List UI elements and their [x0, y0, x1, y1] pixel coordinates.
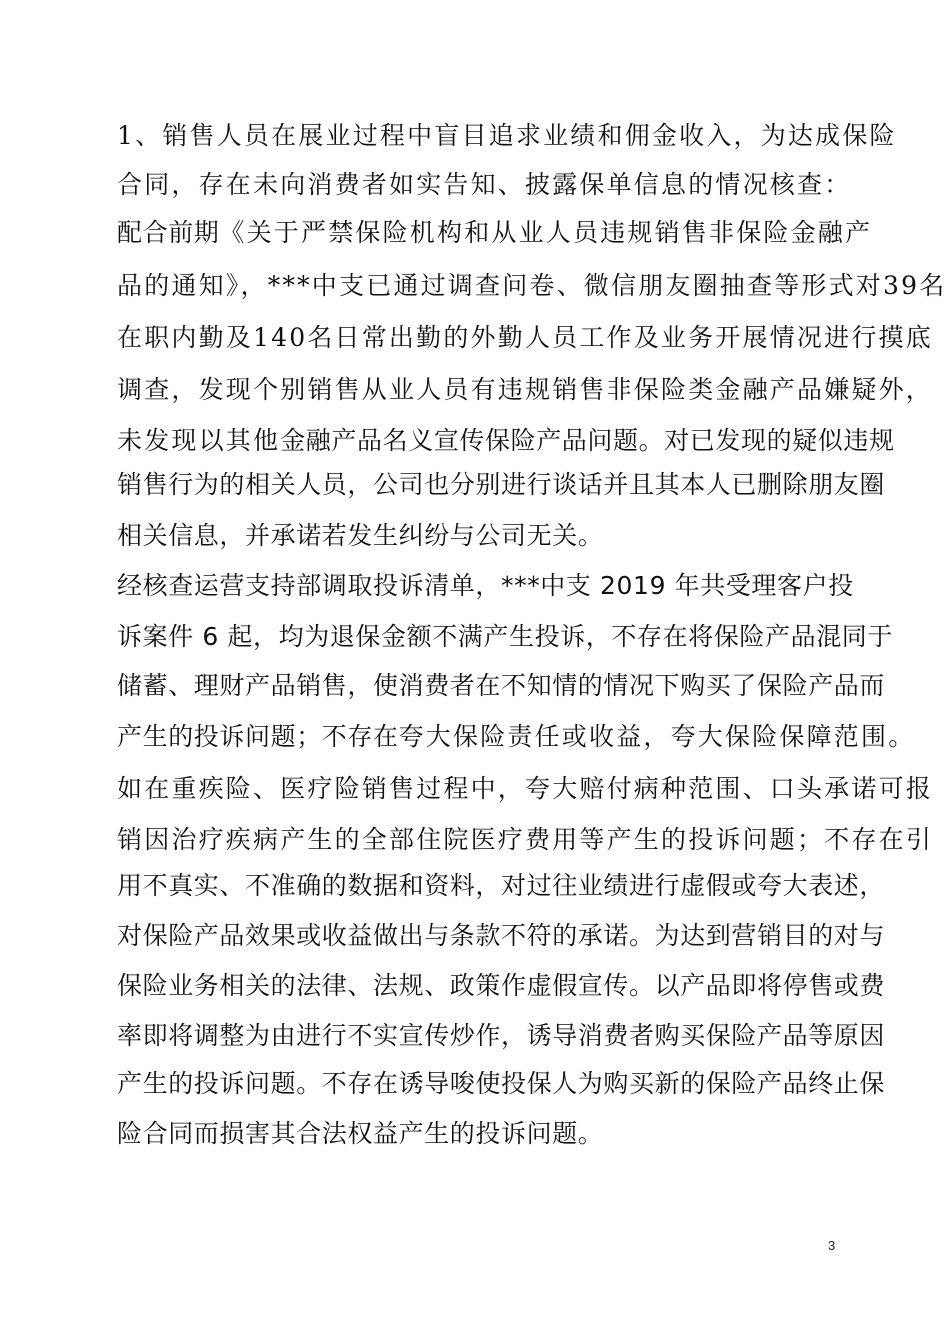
- text-segment: 销售行为的相关人员，公司也分别进行谈话并且其本人已删除朋友圈: [117, 470, 886, 499]
- text-segment: 储蓄、理财产品销售，使消费者在不知情的情况下购买了保险产品而: [117, 671, 886, 700]
- text-segment: 保险业务相关的法律、法规、政策作虚假宣传。以产品即将停售或费: [117, 971, 886, 1000]
- text-segment: 夸大保险责任或收益，夸大保险保障范围。: [398, 722, 916, 751]
- text-line: [117, 1018, 885, 1054]
- text-segment: 诉案件 6 起，均为退保金额不满产生投诉，不存在将保险产品混同于: [117, 622, 894, 651]
- text-line: [117, 568, 854, 604]
- text-segment: 未发现以其他: [117, 426, 281, 455]
- text-segment: 产生的投诉问题；不存在: [117, 722, 399, 751]
- text-segment: 《关于严禁保险机构和从业人员违规销售非保险金融产: [219, 218, 873, 247]
- text-segment: 1、销售人员在展业过程中盲目追求业绩和佣金收入，为达成保险: [117, 121, 897, 150]
- text-segment: 引: [905, 825, 932, 854]
- text-line: [117, 668, 885, 704]
- text-segment: 用不真实、不准确的数据和资料，对过往业绩进行虚假或夸大表述，: [117, 871, 886, 900]
- text-segment: 合同，存在未向消费者如实告知、披露保单信息的情况核查：: [117, 170, 852, 199]
- text-line: [117, 719, 915, 755]
- text-line: [117, 118, 897, 154]
- text-line: [117, 167, 851, 203]
- text-segment: 如在重疾险、医疗险销售过程中，夸大赔付病种范围、口头承诺可报: [117, 774, 934, 803]
- text-segment: 品的通知》，***中支已通过调查问卷、微信朋友圈抽查等形式对39名: [117, 271, 947, 300]
- text-line: [117, 968, 885, 1004]
- text-segment: 金融产品名义宣传保险产品问题。对已发现的疑似违规: [280, 426, 895, 455]
- text-line: [117, 467, 885, 503]
- text-segment: 配合前期: [117, 218, 220, 247]
- text-line: [117, 868, 885, 904]
- text-segment: 率即将调整为由进行不实宣传炒作，诱导消费者购买保险产品等原因: [117, 1021, 886, 1050]
- text-segment: 销因治疗疾病产生的全部住院医疗费用等产生的投诉问题；不存在: [117, 825, 906, 854]
- text-line: [117, 320, 933, 356]
- text-line: [117, 1116, 603, 1152]
- text-segment: 在职内勤及140名日常出勤的外勤人员工作及业务开展情况进行摸底: [117, 323, 933, 352]
- text-line: [117, 268, 946, 304]
- text-line: [117, 619, 893, 655]
- text-segment: 产生的投诉问题。不存在诱导唆使投保人为购买新的保险产品终止保: [117, 1069, 886, 1098]
- text-line: [117, 372, 933, 408]
- text-line: [117, 215, 872, 251]
- page-number: 3: [828, 1238, 836, 1253]
- text-line: [117, 1066, 885, 1102]
- text-segment: 相关信息，并承诺若发生纠纷与公司无关。: [117, 521, 604, 550]
- text-line: [117, 518, 603, 554]
- text-line: [117, 822, 931, 858]
- text-line: [117, 771, 933, 807]
- text-line: [117, 423, 895, 459]
- text-segment: 经核查运营支持部调取投诉清单，***中支 2019 年共受理客户投: [117, 571, 854, 600]
- text-line: [117, 918, 885, 954]
- text-segment: 对保险产品效果或收益做出与条款不符的承诺。为达到营销目的对与: [117, 921, 886, 950]
- text-segment: 险合同而损害其合法权益产生的投诉问题。: [117, 1119, 604, 1148]
- text-segment: 调查，发现个别销售从业人员有违规销售非保险类金融产品嫌疑外，: [117, 375, 934, 404]
